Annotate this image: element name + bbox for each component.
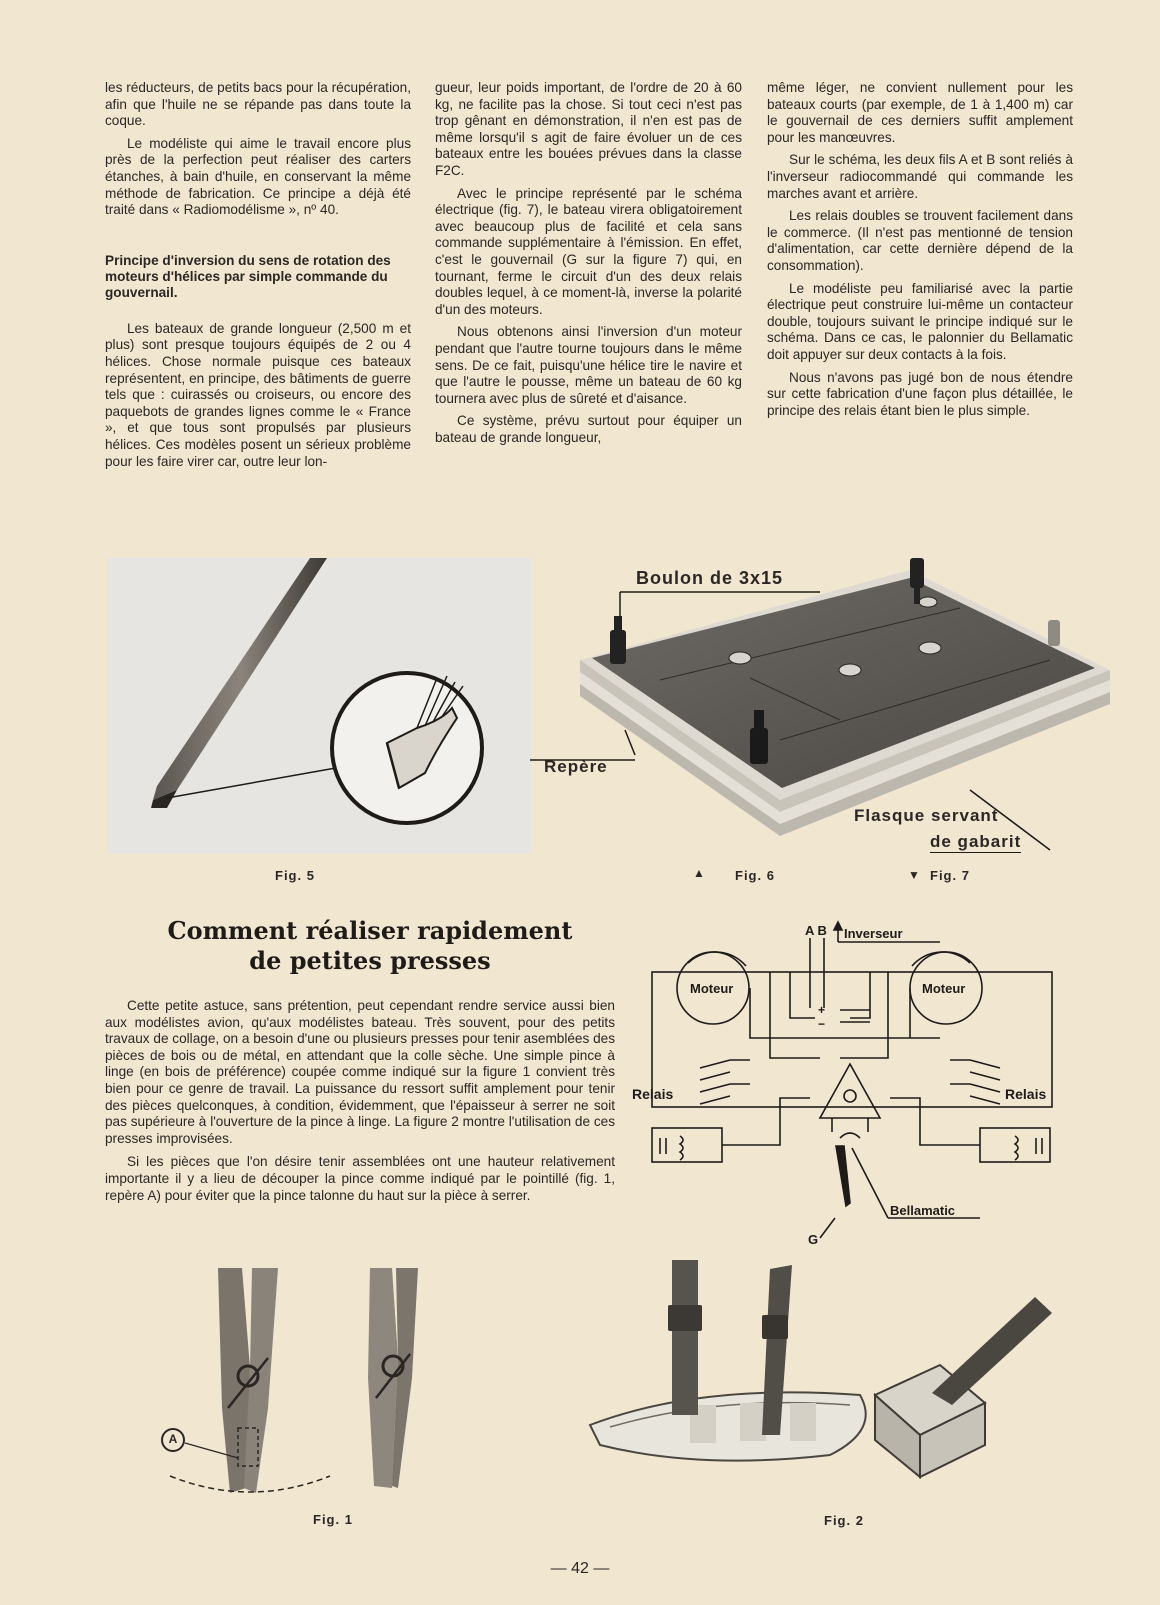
knife-illustration — [107, 558, 531, 854]
paragraph: Nous obtenons ainsi l'inversion d'un moteur pendant que l'autre tourne toujours dans le même sens. De ce fait, puisqu'une hélice tire le navire et que l'autre le pousse, même un bateau de 60 kg tournera avec plus de sûreté et d'aisance. — [435, 324, 742, 406]
clothespin-icon — [668, 1260, 702, 1415]
fig1-photo — [160, 1258, 460, 1528]
paragraph: Les relais doubles se trouvent facilement dans le commerce. (Il n'est pas mentionné de tension d'alimentation, car cette dernière dépend de la consommation). — [767, 208, 1073, 273]
fig7-label-minus: − — [818, 1017, 826, 1031]
paragraph: Sur le schéma, les deux fils A et B sont reliés à l'inverseur radiocommandé qui commande les marches avant et arrière. — [767, 152, 1073, 201]
paragraph: Nous n'avons pas jugé bon de nous étendre sur cette fabrication d'une façon plus détaillée, le principe des relais étant bien le plus simple. — [767, 369, 1073, 418]
presses-in-use-illustration — [580, 1255, 1070, 1520]
fig2-caption: Fig. 2 — [824, 1513, 864, 1528]
page-number: — 42 — — [550, 1560, 610, 1577]
fig7-label-moteur-left: Moteur — [690, 981, 734, 996]
fig2-photo — [580, 1255, 1070, 1520]
fig6-label-flasque-1: Flasque servant — [854, 806, 999, 825]
paragraph: les réducteurs, de petits bacs pour la récupération, afin que l'huile ne se répande pas dans toute la coque. — [105, 80, 411, 129]
paragraph: Cette petite astuce, sans prétention, peut cependant rendre service aussi bien aux modélistes avion, qu'aux modélistes bateau. Très souvent, pour des petits travaux de collage, on a besoin d'une ou plusieurs presses pour tenir asemblées des pièces de bois ou de métal, en attendant que la colle sèche. Une simple pince à linge (en bois de préférence) coupée comme indiqué sur la figure 1 convient très bien pour ce genre de travail. La puissance du ressort suffit amplement pour tenir des pièces quelconques, à condition, évidemment, que l'épaisseur à serrer ne soit pas supérieure à l'ouverture de la pince à linge. La figure 2 montre l'utilisation de ces presses improvisées. — [105, 998, 615, 1146]
fig7-schematic — [632, 918, 1070, 1248]
fig6-label-repere: Repère — [544, 757, 608, 776]
paragraph: Le modéliste qui aime le travail encore plus près de la perfection peut réaliser des carters étanches, à bain d'huile, en conservant la même méthode de fabrication. Ce principe a déjà été traité dans « Radiomodélisme », nº 40. — [105, 135, 411, 218]
fig5-photo — [107, 558, 531, 854]
box-icon — [875, 1297, 1052, 1477]
fig7-label-inverseur: Inverseur — [844, 926, 903, 941]
fig6-label-boulon: Boulon de 3x15 — [636, 568, 784, 588]
fig7-caption: Fig. 7 — [930, 868, 970, 883]
clothespin-illustration — [160, 1258, 460, 1528]
fig7-label-relais-left: Relais — [632, 1086, 674, 1102]
bolt-icon — [1048, 620, 1060, 646]
clothespin-icon — [368, 1268, 418, 1488]
clothespin-icon — [218, 1268, 278, 1493]
article-title-line: Comment réaliser rapidement — [167, 916, 573, 945]
fig7-label-moteur-right: Moteur — [922, 981, 966, 996]
fig7-label-g: G — [808, 1232, 819, 1247]
text-column-2 — [435, 80, 742, 452]
fig5-caption: Fig. 5 — [275, 868, 315, 883]
article-body — [105, 998, 615, 1211]
fig1-marker: A — [168, 1432, 178, 1446]
fig7-marker: ▼ — [908, 868, 921, 882]
fig7-label-plus: + — [818, 1003, 826, 1017]
paragraph: Avec le principe représenté par le schéma électrique (fig. 7), le bateau virera obligatoirement avec beaucoup plus de facilité et cela sans commande supplémentaire à l'émission. En effet, c'est le gouvernail (G sur la figure 7) qui, en tournant, ferme le circuit d'un des deux relais doubles lequel, à ce moment-là, inverse la polarité d'un des moteurs. — [435, 185, 742, 317]
fig6-photo — [540, 560, 1100, 860]
paragraph: Si les pièces que l'on désire tenir assemblées ont une hauteur relativement importante il y a lieu de découper la pince comme indiqué par le pointillé (fig. 1, repère A) pour éviter que la pince talonne du haut sur la pièce à serrer. — [105, 1154, 615, 1203]
fig7-label-ab: A B — [805, 923, 827, 938]
paragraph: Ce système, prévu surtout pour équiper un bateau de grande longueur, — [435, 413, 742, 445]
paragraph: gueur, leur poids important, de l'ordre de 20 à 60 kg, ne facilite pas la chose. Si tout ceci n'est pas trop gênant en démonstration, il n'en est pas de même lorsqu'il s agit de faire évoluer un de ces bateaux entre les bouées prévues dans la classe F2C. — [435, 80, 742, 178]
boat-hull-icon — [590, 1392, 866, 1460]
fig6-caption: Fig. 6 — [735, 868, 775, 883]
section-heading: Principe d'inversion du sens de rotation des moteurs d'hélices par simple commande du gouvernail. — [105, 252, 391, 300]
gabarit-board-illustration — [540, 560, 1100, 860]
fig7-label-bellamatic: Bellamatic — [890, 1203, 956, 1218]
article-title-line: de petites presses — [249, 946, 491, 975]
fig7-label-relais-right: Relais — [1005, 1086, 1047, 1102]
text-column-3 — [767, 80, 1073, 425]
fig6-label-flasque-2: de gabarit — [930, 832, 1022, 851]
paragraph: même léger, ne convient nullement pour les bateaux courts (par exemple, de 1 à 1,400 m) car le gouvernail de ces derniers suffit amplement pour les manœuvres. — [767, 80, 1073, 145]
paragraph: Les bateaux de grande longueur (2,500 m et plus) sont presque toujours équipés de 2 ou 4 hélices. Chose normale puisque ces bateaux représentent, en principe, des bâtiments de guerre tels que : cuirassés ou croiseurs, ou encore des paquebots de grandes lignes comme le « France », et que tous sont propulsés par plusieurs hélices. Ces modèles posent un sérieux problème pour les faire virer car, outre leur lon- — [105, 320, 411, 469]
text-column-1 — [105, 80, 411, 476]
fig6-marker: ▲ — [693, 866, 706, 880]
fig1-caption: Fig. 1 — [313, 1512, 353, 1527]
bolt-icon — [610, 616, 626, 664]
article-title — [140, 916, 600, 976]
paragraph: Le modéliste peu familiarisé avec la partie électrique peut construire lui-même un contacteur double, toujours suivant le principe indiqué sur le schéma. Dans ce cas, le palonnier du Bellamatic doit appuyer sur deux contacts à la fois. — [767, 280, 1073, 362]
